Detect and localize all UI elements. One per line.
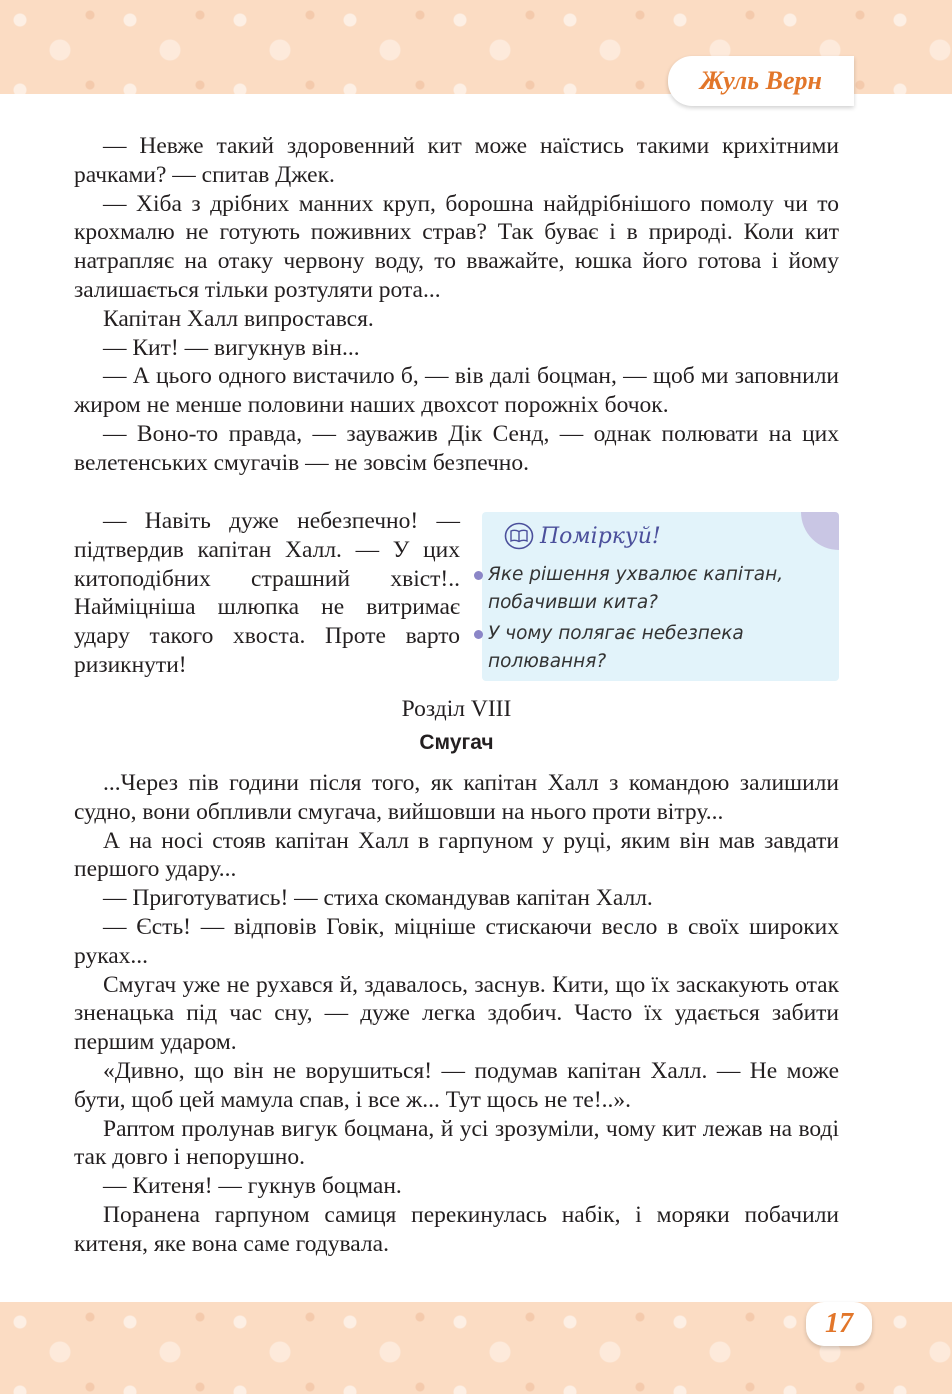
author-name: Жуль Верн: [700, 66, 822, 95]
paragraph: ...Через пів години після того, як капітан Халл з командою залишили судно, вони обпливли смугача, вийшовши на нього проти вітру...: [74, 770, 839, 825]
text-block-top: [74, 132, 839, 478]
ponder-corner-decoration: [801, 512, 839, 550]
author-header-tab: [668, 56, 854, 106]
chapter-number: Розділ VIII: [401, 696, 512, 722]
paragraph: Поранена гарпуном самиця перекинулась набік, і моряки побачили китеня, яке вона саме годувала.: [74, 1201, 839, 1257]
paragraph: — Хіба з дрібних манних круп, борошна найдрібнішого помолу чи то крохмалю не готують поживних страв? Так буває і в природі. Коли кит натрапляє на отаку червону воду, то вважайте, юшка його готова і йому залишається тільки розтуляти рота...: [74, 190, 839, 303]
paragraph: «Дивно, що він не ворушиться! — подумав капітан Халл. — Не може бути, щоб цей мамула спав, і все ж... Тут щось не те!..».: [74, 1057, 839, 1113]
question-text: Яке рішення ухвалює капітан, побачивши кита?: [488, 564, 784, 613]
chapter-title: Смугач: [419, 731, 494, 754]
paragraph: — А цього одного вистачило б, — вів далі боцман, — щоб ми заповнили жиром не менше половини наших двохсот порожніх бочок.: [74, 363, 839, 419]
paragraph: — Китеня! — гукнув боцман.: [103, 1173, 402, 1200]
paragraph: — Невже такий здоровенний кит може наїстись такими крихітними рачками? — спитав Джек.: [74, 133, 839, 188]
paragraph: — Воно-то правда, — зауважив Дік Сенд, — однак полювати на цих велетенських смугачів — не зовсім безпечно.: [74, 420, 839, 476]
bullet-dot-icon: [474, 571, 483, 580]
paragraph: — Єсть! — відповів Говік, міцніше стискаючи весло в своїх широких руках...: [74, 913, 839, 969]
paragraph: — Кит! — вигукнув він...: [103, 334, 360, 361]
page-number: 17: [806, 1302, 872, 1346]
paragraph: Раптом пролунав вигук боцмана, й усі зрозуміли, чому кит лежав на воді так довго і непорушно.: [74, 1115, 839, 1171]
question-text: У чому полягає небезпека полювання?: [488, 623, 744, 672]
ponder-heading: [504, 522, 661, 550]
ponder-title: Поміркуй!: [540, 523, 661, 549]
text-block-side: [74, 507, 460, 680]
paragraph: — Навіть дуже небезпечно! — підтвердив капітан Халл. — У цих китоподібних страшний хвіст!.. Найміцніша шлюпка не витримає удару такого хвоста. Проте варто ризикнути!: [74, 508, 460, 678]
paragraph: — Приготуватись! — стиха скомандував капітан Халл.: [103, 885, 653, 912]
question-item: [474, 561, 814, 617]
open-book-icon: [504, 522, 534, 550]
paragraph: Капітан Халл випростався.: [103, 305, 374, 332]
paragraph: Смугач уже не рухався й, здавалось, заснув. Кити, що їх заскакують отак зненацька під час сну, — дуже легка здобич. Часто їх удається забити першим ударом.: [74, 971, 839, 1056]
text-block-bottom: [74, 769, 839, 1259]
bullet-dot-icon: [474, 630, 483, 639]
paragraph: А на носі стояв капітан Халл в гарпуном у руці, яким він мав завдати першого удару...: [74, 827, 839, 883]
question-item: [474, 620, 814, 676]
